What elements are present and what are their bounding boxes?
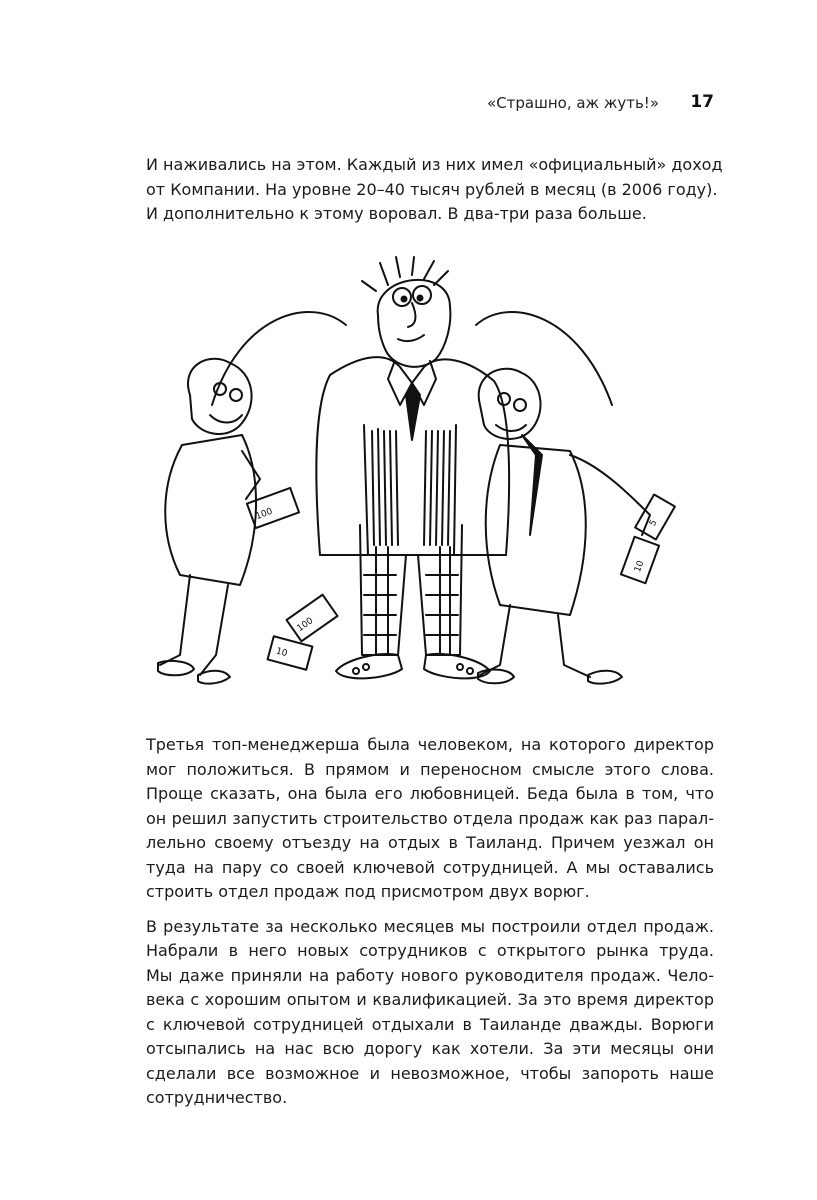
- paragraph: [146, 733, 714, 905]
- text-block-bottom: [146, 733, 714, 1111]
- text-line: века с хорошим опытом и квалификацией. За это время директор: [146, 990, 714, 1009]
- banknote: [621, 537, 659, 583]
- banknote-denomination: 10: [633, 559, 647, 574]
- page-number: 17: [690, 92, 714, 112]
- text-line: В результате за несколько месяцев мы построили отдел продаж.: [146, 916, 714, 936]
- text-line: сделали все возможное и невозможное, чтобы запороть наше: [146, 1063, 714, 1083]
- banknote-denomination: 100: [295, 616, 316, 635]
- text-line: И дополнительно к этому воровал. В два-три раза больше.: [146, 204, 647, 223]
- left-thief-figure: [158, 359, 260, 684]
- banknote-denomination: 100: [254, 506, 275, 523]
- banknote: [635, 495, 675, 540]
- text-line: строить отдел продаж под присмотром двух ворюг.: [146, 882, 590, 901]
- text-line: он решил запустить строительство отдела продаж как раз парал-: [146, 808, 714, 828]
- banknote-denomination: 5: [647, 518, 660, 529]
- cartoon-illustration: [150, 255, 710, 695]
- text-line: с ключевой сотрудницей отдыхали в Таиланде дважды. Ворюги: [146, 1014, 714, 1034]
- text-line: Проще сказать, она была его любовницей. Беда была в том, что: [146, 784, 714, 803]
- text-block-top: [146, 153, 723, 227]
- text-line: мог положиться. В прямом и переносном смысле этого слова.: [146, 759, 714, 779]
- text-line: лельно своему отъезду на отдых в Таиланд. Причем уезжал он: [146, 833, 714, 852]
- banknote: [268, 636, 313, 670]
- text-line: от Компании. На уровне 20–40 тысяч рублей в месяц (в 2006 году).: [146, 179, 718, 199]
- paragraph: [146, 915, 714, 1111]
- text-line: отсыпались на нас всю дорогу как хотели. За эти месяцы они: [146, 1039, 714, 1058]
- page-header: [146, 92, 714, 116]
- text-line: Мы даже приняли на работу нового руководителя продаж. Чело-: [146, 965, 714, 985]
- running-title: «Страшно, аж жуть!»: [487, 94, 659, 112]
- right-thief-figure: [478, 369, 650, 684]
- text-line: Третья топ-менеджерша была человеком, на которого директор: [146, 735, 714, 754]
- text-line: И наживались на этом. Каждый из них имел «официальный» доход: [146, 155, 723, 174]
- text-line: сотрудничество.: [146, 1088, 288, 1107]
- text-line: Набрали в него новых сотрудников с открытого рынка труда.: [146, 941, 714, 960]
- banknote-denomination: 10: [274, 646, 289, 660]
- text-line: туда на пару со своей ключевой сотрудницей. А мы оставались: [146, 857, 714, 877]
- paragraph: [146, 153, 723, 227]
- banknote: [287, 595, 338, 642]
- central-manager-figure: [212, 257, 612, 678]
